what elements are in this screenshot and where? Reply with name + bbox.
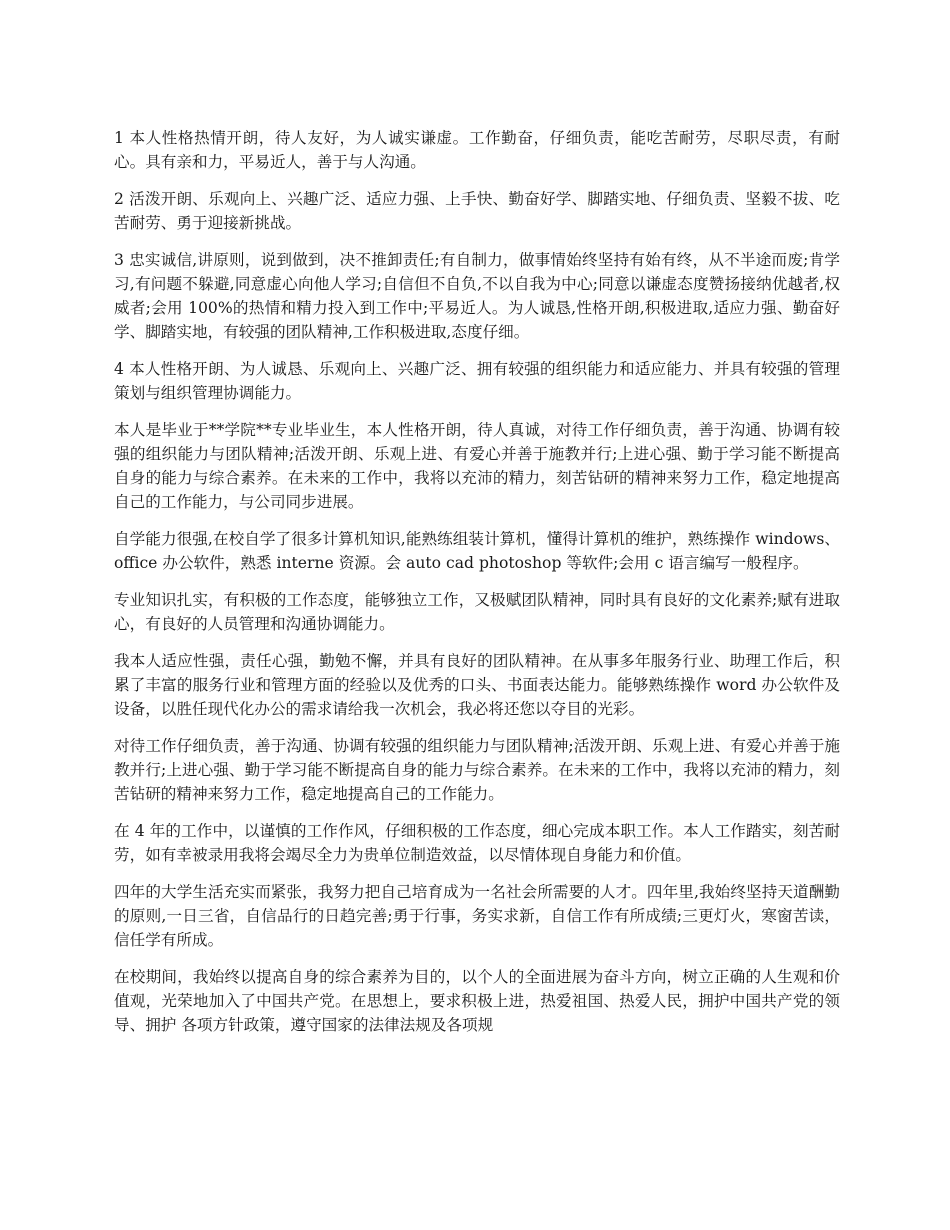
paragraph-6: 自学能力很强,在校自学了很多计算机知识,能熟练组装计算机，懂得计算机的维护，熟练操作 windows、office 办公软件，熟悉 interne 资源。会 auto cad photoshop 等软件;会用 c 语言编写一般程序。 (114, 530, 840, 572)
paragraph-9: 对待工作仔细负责，善于沟通、协调有较强的组织能力与团队精神;活泼开朗、乐观上进、有爱心并善于施教并行;上进心强、勤于学习能不断提高自身的能力与综合素养。在未来的工作中，我将以充沛的精力，刻苦钻研的精神来努力工作，稳定地提高自己的工作能力。 (114, 737, 840, 803)
document-page (114, 126, 840, 1050)
paragraph-2: 2 活泼开朗、乐观向上、兴趣广泛、适应力强、上手快、勤奋好学、脚踏实地、仔细负责、坚毅不拔、吃苦耐劳、勇于迎接新挑战。 (114, 190, 840, 232)
paragraph-1: 1 本人性格热情开朗，待人友好，为人诚实谦虚。工作勤奋，仔细负责，能吃苦耐劳，尽职尽责，有耐心。具有亲和力，平易近人，善于与人沟通。 (114, 129, 840, 171)
paragraph-7: 专业知识扎实，有积极的工作态度，能够独立工作，又极赋团队精神，同时具有良好的文化素养;赋有进取心，有良好的人员管理和沟通协调能力。 (114, 591, 840, 633)
paragraph-10: 在 4 年的工作中，以谨慎的工作作风，仔细积极的工作态度，细心完成本职工作。本人工作踏实，刻苦耐劳，如有幸被录用我将会竭尽全力为贵单位制造效益，以尽情体现自身能力和价值。 (114, 822, 840, 864)
paragraph-11: 四年的大学生活充实而紧张，我努力把自己培育成为一名社会所需要的人才。四年里,我始终坚持天道酬勤的原则,一日三省，自信品行的日趋完善;勇于行事，务实求新，自信工作有所成绩;三更灯火，寒窗苦读，信任学有所成。 (114, 883, 840, 949)
paragraph-8: 我本人适应性强，责任心强，勤勉不懈，并具有良好的团队精神。在从事多年服务行业、助理工作后，积累了丰富的服务行业和管理方面的经验以及优秀的口头、书面表达能力。能够熟练操作 word 办公软件及设备，以胜任现代化办公的需求请给我一次机会，我必将还您以夺目的光彩。 (114, 652, 840, 718)
paragraph-12: 在校期间，我始终以提高自身的综合素养为目的，以个人的全面进展为奋斗方向，树立正确的人生观和价值观，光荣地加入了中国共产党。在思想上，要求积极上进，热爱祖国、热爱人民，拥护中国共产党的领导、拥护 各项方针政策，遵守国家的法律法规及各项规 (114, 968, 840, 1034)
paragraph-5: 本人是毕业于**学院**专业毕业生，本人性格开朗，待人真诚，对待工作仔细负责，善于沟通、协调有较强的组织能力与团队精神;活泼开朗、乐观上进、有爱心并善于施教并行;上进心强、勤于学习能不断提高自身的能力与综合素养。在未来的工作中，我将以充沛的精力，刻苦钻研的精神来努力工作，稳定地提高自己的工作能力，与公司同步进展。 (114, 421, 840, 511)
paragraph-4: 4 本人性格开朗、为人诚恳、乐观向上、兴趣广泛、拥有较强的组织能力和适应能力、并具有较强的管理策划与组织管理协调能力。 (114, 360, 840, 402)
paragraph-3: 3 忠实诚信,讲原则，说到做到，决不推卸责任;有自制力，做事情始终坚持有始有终，从不半途而废;肯学习,有问题不躲避,同意虚心向他人学习;自信但不自负,不以自我为中心;同意以谦虚态度赞扬接纳优越者,权威者;会用 100%的热情和精力投入到工作中;平易近人。为人诚恳,性格开朗,积极进取,适应力强、勤奋好学、脚踏实地，有较强的团队精神,工作积极进取,态度仔细。 (114, 251, 840, 341)
